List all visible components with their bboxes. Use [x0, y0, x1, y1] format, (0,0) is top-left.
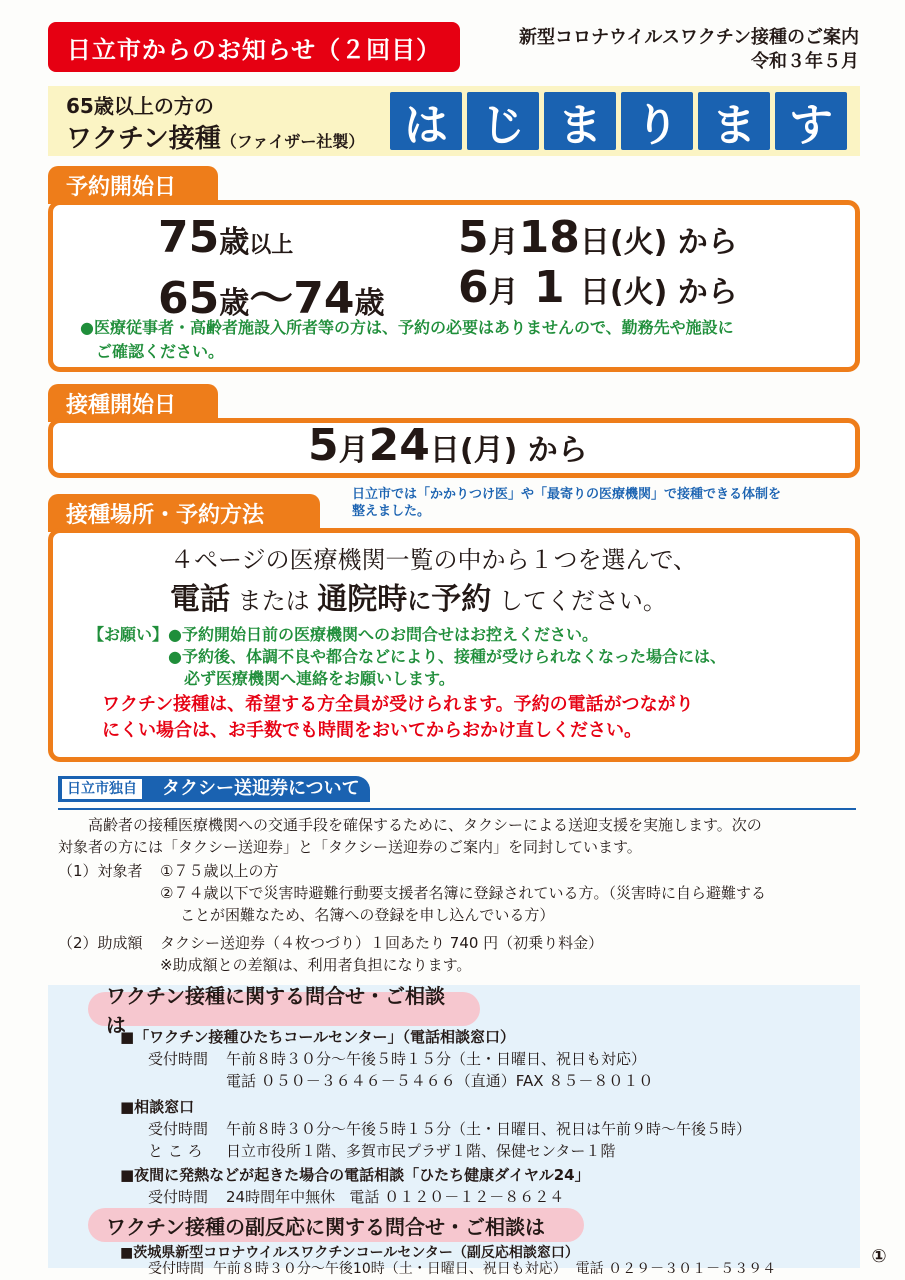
hero-char: じ: [467, 92, 539, 150]
place-red-notice: ワクチン接種は、希望する方全員が受けられます。予約の電話がつながり にくい場合は、お手数でも時間をおいてからおかけ直しください。: [102, 694, 694, 741]
callcenter-hours: 午前８時３０分～午後５時１５分（土・日曜日、祝日も対応）: [226, 1050, 647, 1068]
taxi-targets: ①７５歳以上の方 ②７４歳以下で災害時避難行動要支援者名簿に登録されている方。（災害時に自ら避難する ことが困難なため、名簿への登録を申し込んでいる方）: [160, 862, 766, 924]
place-requests: ●予約開始日前の医療機関へのお問合せはお控えください。 ●予約後、体調不良や都合などにより、接種が受けられなくなった場合には、 必ず医療機関へ連絡をお願いします。: [168, 625, 726, 688]
place-instruction-2: 電話 または 通院時に予約 してください。: [170, 582, 667, 617]
place-tab: 接種場所・予約方法: [48, 494, 320, 532]
callcenter-title: ■「ワクチン接種ひたちコールセンター」（電話相談窓口）: [120, 1028, 516, 1046]
desk-title: ■相談窓口: [120, 1098, 195, 1116]
hero-subject-maker: （ファイザー社製）: [220, 132, 365, 151]
reservation-row1-date: 5月18日(火) から: [458, 212, 738, 263]
hero-char: ま: [698, 92, 770, 150]
place-request-label: 【お願い】: [88, 625, 169, 644]
hero-subject: [66, 118, 364, 155]
desk-hours-label: 受付時間: [148, 1120, 209, 1138]
taxi-title: タクシー送迎券について: [162, 778, 360, 799]
vaccination-date: 5月24日(月) から: [308, 420, 588, 471]
page-number: ①: [871, 1246, 887, 1267]
notice-badge: 日立市からのお知らせ（２回目）: [48, 22, 460, 72]
place-side-note: 日立市では「かかりつけ医」や「最寄りの医療機関」で接種できる体制を 整えました。: [352, 487, 782, 519]
hero-target: 65歳以上の方の: [66, 94, 214, 118]
reservation-note: ●医療従事者・高齢者施設入所者等の方は、予約の必要はありませんので、勤務先や施設に ご確認ください。: [80, 318, 734, 361]
taxi-amount: タクシー送迎券（４枚つづり）１回あたり 740 円（初乗り料金） ※助成額との差額は、利用者負担になります。: [160, 934, 604, 974]
desk-place: 日立市役所１階、多賀市民プラザ１階、保健センター１階: [226, 1142, 616, 1160]
pref-callcenter-title: ■茨城県新型コロナウイルスワクチンコールセンター（副反応相談窓口）: [120, 1245, 579, 1261]
document-title: 新型コロナウイルスワクチン接種のご案内: [518, 27, 859, 48]
document-date: 令和３年５月: [751, 51, 859, 72]
hero-char: ま: [544, 92, 616, 150]
reservation-row2-age: 65歳～74歳: [158, 273, 385, 324]
night-title: ■夜間に発熱などが起きた場合の電話相談「ひたち健康ダイヤル24」: [120, 1166, 590, 1184]
place-instruction-1: ４ページの医療機関一覧の中から１つを選んで、: [170, 546, 698, 574]
desk-hours: 午前８時３０分～午後５時１５分（土・日曜日、祝日は午前９時～午後５時）: [226, 1120, 752, 1138]
hero-char: す: [775, 92, 847, 150]
callcenter-hours-label: 受付時間: [148, 1050, 209, 1068]
reservation-row2-date: 6月 1 日(火) から: [458, 262, 738, 313]
contact-pill-general: ワクチン接種に関する問合せ・ご相談は: [88, 992, 480, 1026]
taxi-tag: 日立市独自: [62, 779, 142, 799]
taxi-target-label: （1）対象者: [58, 862, 143, 880]
callcenter-phone: 電話 ０５０－３６４６－５４６６（直通）FAX ８５－８０１０: [226, 1072, 654, 1090]
desk-place-label: と こ ろ: [148, 1142, 203, 1160]
document-title-block: [519, 26, 859, 74]
vaccination-tab: 接種開始日: [48, 384, 218, 422]
contact-pill-side-effects: ワクチン接種の副反応に関する問合せ・ご相談は: [88, 1208, 584, 1242]
night-hours-phone: 24時間年中無休 電話 ０１２０－１２－８６２４: [226, 1188, 565, 1206]
hero-char: り: [621, 92, 693, 150]
reservation-tab: 予約開始日: [48, 166, 218, 204]
night-hours-label: 受付時間: [148, 1188, 209, 1206]
hero-char: は: [390, 92, 462, 150]
taxi-amount-label: （2）助成額: [58, 934, 143, 952]
pref-callcenter-hours: 受付時間 午前８時３０分～午後10時（土・日曜日、祝日も対応） 電話 ０２９－３０１－５３９４: [148, 1261, 777, 1277]
hero-subject-main: ワクチン接種: [66, 124, 221, 154]
reservation-row1-age: 75歳以上: [158, 212, 294, 263]
taxi-intro: 高齢者の接種医療機関への交通手段を確保するために、タクシーによる送迎支援を実施します。次の 対象者の方には「タクシー送迎券」と「タクシー送迎券のご案内」を同封しています。: [58, 816, 762, 856]
